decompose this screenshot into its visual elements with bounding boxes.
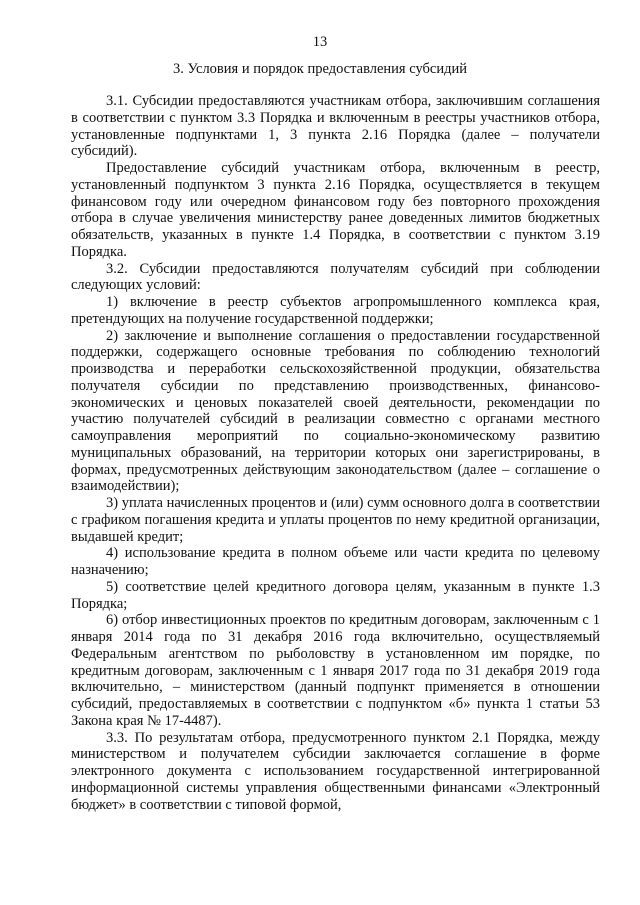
list-item-5: 5) соответствие целей кредитного договора целям, указанным в пункте 1.3 Порядка; — [71, 578, 600, 612]
list-item-6: 6) отбор инвестиционных проектов по кредитным договорам, заключенным с 1 января 2014 года по 31 декабря 2016 года включительно, осуществляемый Федеральным агентством по рыболовству в установленном им порядке, по кредитным договорам, заключенным с 1 января 2017 года по 31 декабря 2019 года включительно, – министерством (данный подпункт применяется в отношении субсидий, предоставляемых в соответствии с подпунктом «б» пункта 1 статьи 53 Закона края № 17-4487). — [71, 612, 600, 729]
list-item-3: 3) уплата начисленных процентов и (или) сумм основного долга в соответствии с графиком погашения кредита и уплаты процентов по нему кредитной организации, выдавшей кредит; — [71, 495, 600, 545]
paragraph-reestr: Предоставление субсидий участникам отбора, включенным в реестр, установленный подпунктом 3 пункта 2.16 Порядка, осуществляется в текущем финансовом году или очередном финансовом году без повторного прохождения отбора в случае увеличения министерству ранее доведенных лимитов бюджетных обязательств, указанных в пункте 1.4 Порядка, в соответствии с пунктом 3.19 Порядка. — [71, 160, 600, 260]
section-heading: 3. Условия и порядок предоставления субсидий — [172, 61, 467, 77]
list-item-1: 1) включение в реестр субъектов агропромышленного комплекса края, претендующих на получение государственной поддержки; — [71, 294, 600, 327]
list-item-2: 2) заключение и выполнение соглашения о предоставлении государственной поддержки, содержащего основные требования по соблюдению технологий производства и переработки сельскохозяйственной продукции, обязательства получателя субсидии по представлению производственных, финансово-экономических и ценовых показателей своей деятельности, рекомендации по участию получателей субсидий в реализации совместно с органами местного самоуправления мероприятий по социально-экономическому развитию муниципальных образований, на территории которых они зарегистрированы, в формах, предусмотренных действующим законодательством (далее – соглашение о взаимодействии); — [71, 327, 600, 495]
paragraph-3-2: 3.2. Субсидии предоставляются получателям субсидий при соблюдении следующих условий: — [71, 260, 600, 294]
list-item-4: 4) использование кредита в полном объеме или части кредита по целевому назначению; — [71, 545, 600, 578]
page-number: 13 — [312, 34, 328, 50]
paragraph-3-3: 3.3. По результатам отбора, предусмотренного пунктом 2.1 Порядка, между министерством и получателем субсидии заключается соглашение в форме электронного документа с использованием государственной интегрированной информационной системы управления общественными финансами «Электронный бюджет» в соответствии с типовой формой, — [71, 729, 600, 813]
document-body — [71, 93, 600, 813]
paragraph-3-1: 3.1. Субсидии предоставляются участникам отбора, заключившим соглашения в соответствии с пунктом 3.3 Порядка и включенным в реестры участников отбора, установленные подпунктами 1, 3 пункта 2.16 Порядка (далее – получатели субсидий). — [71, 93, 600, 160]
